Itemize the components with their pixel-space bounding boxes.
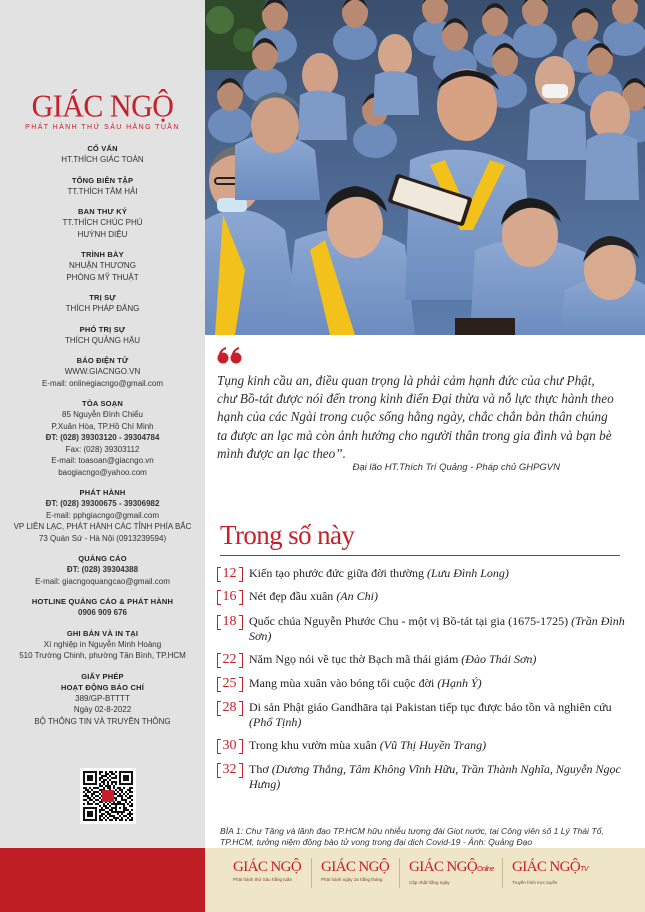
toc-item[interactable] <box>217 700 627 730</box>
footer-separator <box>502 858 503 888</box>
masthead-line: VP LIÊN LẠC, PHÁT HÀNH CÁC TỈNH PHÍA BẮC <box>13 522 192 531</box>
masthead-line: HUỲNH DIỆU <box>77 229 128 239</box>
masthead-line: 85 Nguyễn Đình Chiểu <box>62 410 143 419</box>
toc-page-number-text: 32 <box>222 762 237 777</box>
masthead-line: ĐT: (028) 39304388 <box>66 565 139 574</box>
masthead-block <box>0 628 205 662</box>
toc-entry-title: Thơ <box>249 762 269 776</box>
masthead-block <box>0 292 205 315</box>
masthead-line: 0906 909 676 <box>78 608 127 617</box>
toc-item[interactable] <box>217 614 627 644</box>
masthead-block <box>0 249 205 283</box>
footer-logo[interactable] <box>321 859 389 882</box>
toc-entry-author: (An Chi) <box>336 589 378 603</box>
toc-entry-title: Mang mùa xuân vào bóng tối cuộc đời <box>249 676 435 690</box>
toc-entry-title: Nét đẹp đầu xuân <box>249 589 334 603</box>
masthead-line: 510 Trường Chinh, phường Tân Bình, TP.HCM <box>19 651 186 660</box>
masthead-block <box>0 596 205 619</box>
masthead-line: 73 Quán Sứ - Hà Nội (0913239594) <box>38 533 167 543</box>
toc-page-number <box>217 589 245 605</box>
masthead-heading: BAN THƯ KÝ <box>77 207 128 216</box>
toc-entry-title: Năm Ngọ nói về tục thờ Bạch mã thái giám <box>249 652 459 666</box>
toc-page-number-text: 30 <box>222 738 237 753</box>
toc-entry <box>245 738 627 754</box>
masthead-line: ĐT: (028) 39300675 - 39306982 <box>45 499 160 508</box>
footer-logo[interactable] <box>512 859 588 885</box>
toc-entry-author: (Phổ Tịnh) <box>249 715 302 729</box>
toc-page-number <box>217 762 245 792</box>
toc-page-number <box>217 652 245 668</box>
masthead-heading: PHÁT HÀNH <box>79 488 126 497</box>
masthead-heading: PHÓ TRỊ SỰ <box>79 324 126 334</box>
qr-code-icon <box>80 768 136 824</box>
masthead-line: E-mail: onlinegiacngo@gmail.com <box>41 378 164 388</box>
masthead-credits <box>0 143 205 736</box>
masthead-heading: TỔNG BIÊN TẬP <box>71 175 134 185</box>
toc-entry-author: (Lưu Đình Long) <box>427 566 509 580</box>
masthead-line: 389/GP-BTTTT <box>75 693 130 703</box>
masthead-line: PHÒNG MỸ THUẬT <box>66 272 139 282</box>
masthead-block <box>0 206 205 240</box>
toc-entry-author: (Hạnh Ý) <box>437 676 482 690</box>
masthead-heading: CỐ VẤN <box>87 144 118 153</box>
footer-logo-tagline: Phát hành thứ Sáu hằng tuần <box>233 877 293 882</box>
toc-entry <box>245 676 627 692</box>
masthead-block <box>0 175 205 198</box>
toc-title: Trong số này <box>220 520 355 550</box>
masthead-heading: TÒA SOẠN <box>82 399 123 408</box>
toc-item[interactable] <box>217 762 627 792</box>
masthead-block <box>0 671 205 728</box>
toc-entry-title: Trong khu vườn mùa xuân <box>249 738 377 752</box>
masthead-line: THÍCH QUẢNG HẬU <box>64 335 141 345</box>
toc-entry-title: Kiến tạo phước đức giữa đời thường <box>249 566 425 580</box>
toc-entry-author: (Trần Đình Sơn) <box>249 614 625 643</box>
masthead-line: P.Xuân Hòa, TP.Hồ Chí Minh <box>51 421 154 431</box>
masthead-heading: TRÌNH BÀY <box>81 250 124 259</box>
masthead-line: E-mail: toasoan@giacngo.vn <box>51 456 154 465</box>
footer-logo[interactable] <box>233 859 301 882</box>
masthead-heading: TRỊ SỰ <box>89 293 116 302</box>
masthead-line: WWW.GIACNGO.VN <box>64 367 141 376</box>
toc-entry <box>245 652 627 668</box>
masthead-line: HT.THÍCH GIÁC TOÀN <box>61 155 144 164</box>
footer-logo-wordmark: GIÁC NGỘ <box>233 859 302 875</box>
toc-page-number-text: 18 <box>222 614 237 629</box>
toc-item[interactable] <box>217 676 627 692</box>
footer-separator <box>311 858 312 888</box>
footer-logo-name <box>512 859 588 878</box>
masthead-line: THÍCH PHÁP ĐĂNG <box>65 304 140 313</box>
toc-item[interactable] <box>217 566 627 582</box>
footer-logo-wordmark: GIÁC NGỘ <box>409 859 478 875</box>
toc-page-number <box>217 614 245 644</box>
quote-mark-icon <box>217 346 245 366</box>
toc-entry-author: (Dương Thắng, Tâm Không Vĩnh Hữu, Trần Thành Nghĩa, Nguyễn Ngọc Hưng) <box>249 762 621 791</box>
toc-entry <box>245 700 627 730</box>
masthead-line: NHUẬN THƯƠNG <box>69 261 136 270</box>
masthead-block <box>0 487 205 544</box>
masthead-heading: HOTLINE QUẢNG CÁO & PHÁT HÀNH <box>31 597 174 606</box>
footer-logo-tagline: Phát hành ngày 15 hằng tháng <box>321 877 383 882</box>
toc-entry-author: (Vũ Thị Huyền Trang) <box>379 738 487 752</box>
masthead-line: BỘ THÔNG TIN VÀ TRUYỀN THÔNG <box>34 716 171 726</box>
masthead-heading: BÁO ĐIỆN TỬ <box>76 356 129 365</box>
footer-logo-wordmark: GIÁC NGỘ <box>321 859 390 875</box>
toc-page-number <box>217 566 245 582</box>
footer-logo[interactable] <box>409 859 494 885</box>
toc-entry-author: (Đào Thái Sơn) <box>461 652 537 666</box>
masthead-block <box>0 324 205 347</box>
footer-logo-name <box>321 859 389 875</box>
footer-red-band <box>0 848 205 912</box>
footer-logo-suffix: Online <box>477 866 494 873</box>
toc-entry <box>245 762 627 792</box>
masthead-block <box>0 143 205 166</box>
toc-page-number <box>217 700 245 730</box>
toc-page-number <box>217 676 245 692</box>
masthead-heading: GIẤY PHÉP <box>81 671 124 681</box>
quote-author: Đại lão HT.Thích Trí Quảng - Pháp chủ GHPGVN <box>352 462 560 473</box>
toc-item[interactable] <box>217 652 627 668</box>
masthead-heading: QUẢNG CÁO <box>78 554 127 563</box>
toc-page-number-text: 28 <box>222 700 237 715</box>
masthead-line: ĐT: (028) 39303120 - 39304784 <box>45 433 160 442</box>
toc-entry <box>245 589 627 605</box>
pull-quote: Tụng kinh cầu an, điều quan trọng là phải cảm hạnh đức của chư Phật, chư Bồ-tát được nói đến trong kinh điển Đại thừa và nỗ lực thực hành theo hạnh của các Ngài trong cuộc sống hằng ngày, chắc chắn bản thân chúng ta được an lạc mà còn ảnh hưởng cho người thân trong gia đình và bạn bè mình được an lạc theo”. <box>217 373 614 461</box>
brand-logo <box>0 89 205 131</box>
brand-name: GIÁC NGỘ <box>31 89 174 124</box>
toc-entry-title: Di sản Phật giáo Gandhāra tại Pakistan tiếp tục được bảo tồn và nghiên cứu <box>249 700 612 714</box>
footer-logo-wordmark: GIÁC NGỘ <box>512 859 581 875</box>
masthead-line: HOẠT ĐỘNG BÁO CHÍ <box>61 682 144 692</box>
toc-page-number-text: 22 <box>222 652 237 667</box>
masthead-line: Ngày 02-8-2022 <box>73 705 132 714</box>
footer-logo-name <box>409 859 494 878</box>
masthead-sidebar <box>0 0 205 848</box>
toc-page-number <box>217 738 245 754</box>
masthead-line: E-mail: pphgiacngo@gmail.com <box>45 510 160 520</box>
toc-page-number-text: 12 <box>222 566 237 581</box>
toc-page-number-text: 25 <box>222 676 237 691</box>
toc-page-number-text: 16 <box>222 589 237 604</box>
toc-entry-title: Quốc chúa Nguyễn Phước Chu - một vị Bồ-tát tại gia (1675-1725) <box>249 614 569 628</box>
masthead-line: E-mail: giacngoquangcao@gmail.com <box>35 576 170 586</box>
masthead-line: Xí nghiệp in Nguyễn Minh Hoàng <box>43 639 162 649</box>
footer-separator <box>399 858 400 888</box>
masthead-block <box>0 355 205 389</box>
footer-logo-suffix: TV <box>580 866 588 873</box>
masthead-line: TT.THÍCH CHÚC PHÚ <box>62 218 143 227</box>
masthead-heading: GHI BẢN VÀ IN TẠI <box>66 628 139 638</box>
toc-entry <box>245 566 627 582</box>
brand-tagline: PHÁT HÀNH THỨ SÁU HẰNG TUẦN <box>25 124 180 131</box>
footer-logo-tagline: Cập nhật hằng ngày <box>409 880 450 885</box>
cover-photo <box>205 0 645 335</box>
masthead-line: Fax: (028) 39303112 <box>65 444 140 454</box>
toc-item[interactable] <box>217 589 627 605</box>
footer-logo-name <box>233 859 301 875</box>
toc-item[interactable] <box>217 738 627 754</box>
cover-caption: BÌA 1: Chư Tăng và lãnh đạo TP.HCM hữu nhiễu tượng đài Giọt nước, tại Công viên số 1 Lý Thái Tổ, TP.HCM, tưởng niệm đồng bào tử vong trong đại dịch Covid-19 - Ảnh: Quảng Đạo <box>220 826 604 847</box>
footer-logo-tagline: Truyền hình trực tuyến <box>512 880 558 885</box>
masthead-line: baogiacngo@yahoo.com <box>58 467 147 477</box>
masthead-line: TT.THÍCH TÂM HẢI <box>67 186 138 196</box>
toc-divider <box>220 555 620 556</box>
masthead-block <box>0 398 205 478</box>
toc-entry <box>245 614 627 644</box>
masthead-block <box>0 553 205 587</box>
